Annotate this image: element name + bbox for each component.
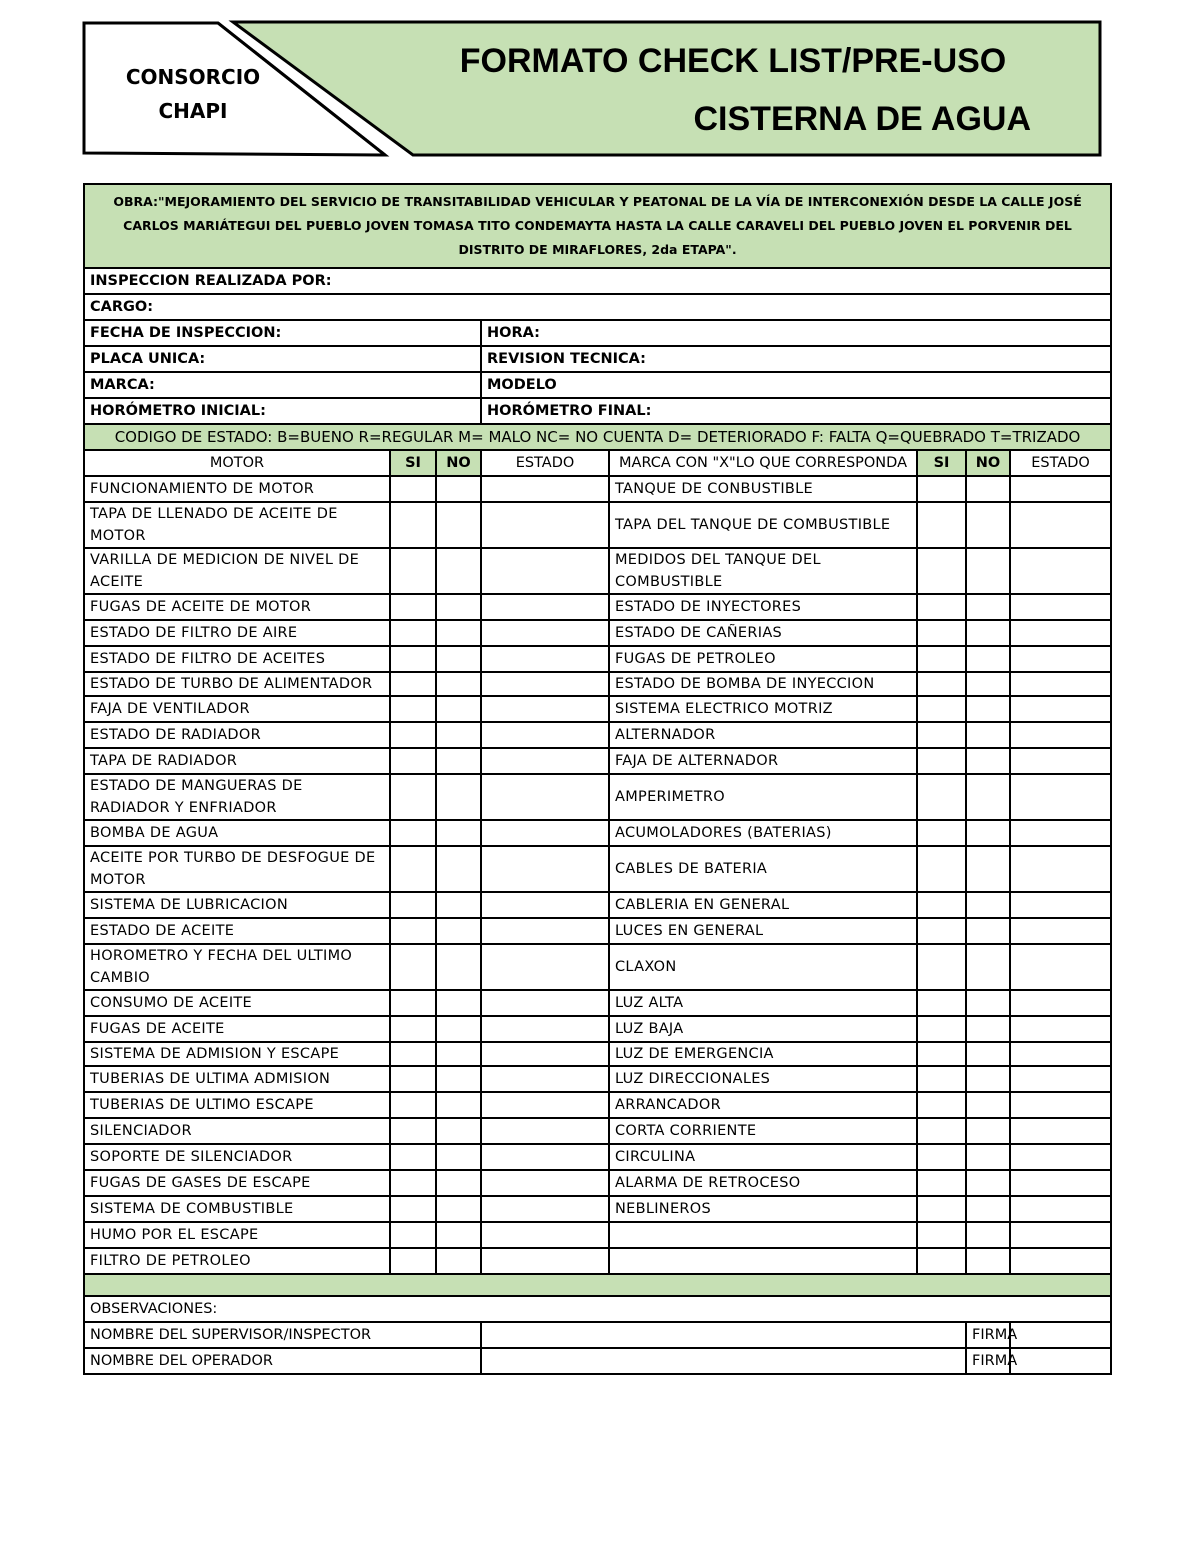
col-si-left: SI: [390, 450, 436, 476]
checkbox-si-right[interactable]: [917, 990, 966, 1016]
table-row: [84, 594, 1111, 620]
operador-name-field[interactable]: [481, 1348, 966, 1374]
checkbox-si-left[interactable]: [390, 846, 436, 892]
checkbox-si-right[interactable]: [917, 748, 966, 774]
field-modelo[interactable]: MODELO: [481, 372, 1111, 398]
col-motor: MOTOR: [84, 450, 390, 476]
checklist-item-right: ALARMA DE RETROCESO: [609, 1170, 917, 1196]
estado-left-field[interactable]: [481, 476, 609, 502]
checklist-item-right: AMPERIMETRO: [609, 774, 917, 820]
checkbox-no-right[interactable]: [966, 1118, 1010, 1144]
estado-left-field[interactable]: [481, 1248, 609, 1274]
estado-right-field[interactable]: [1010, 918, 1111, 944]
checklist-item-motor: FUGAS DE ACEITE DE MOTOR: [84, 594, 390, 620]
checkbox-si-right[interactable]: [917, 594, 966, 620]
checkbox-si-left[interactable]: [390, 696, 436, 722]
checkbox-si-right[interactable]: [917, 1092, 966, 1118]
checklist-item-motor: TAPA DE RADIADOR: [84, 748, 390, 774]
checklist-item-motor: ESTADO DE FILTRO DE AIRE: [84, 620, 390, 646]
checklist-item-right: LUZ BAJA: [609, 1016, 917, 1042]
table-row: [84, 1066, 1111, 1092]
col-si-right: SI: [917, 450, 966, 476]
estado-left-field[interactable]: [481, 1066, 609, 1092]
checklist-item-right: ESTADO DE BOMBA DE INYECCION: [609, 672, 917, 696]
checkbox-no-right[interactable]: [966, 918, 1010, 944]
col-marca-x: MARCA CON "X"LO QUE CORRESPONDA: [609, 450, 917, 476]
table-row: [84, 1016, 1111, 1042]
checkbox-no-left[interactable]: [436, 820, 481, 846]
checkbox-si-right[interactable]: [917, 918, 966, 944]
checkbox-no-right[interactable]: [966, 646, 1010, 672]
field-fecha[interactable]: FECHA DE INSPECCION:: [84, 320, 481, 346]
operador-firma-label: FIRMA: [966, 1348, 1010, 1374]
checkbox-si-left[interactable]: [390, 1222, 436, 1248]
checkbox-no-right[interactable]: [966, 944, 1010, 990]
field-horometro-final[interactable]: HORÓMETRO FINAL:: [481, 398, 1111, 424]
table-row: [84, 892, 1111, 918]
estado-left-field[interactable]: [481, 1170, 609, 1196]
checklist-item-right: ACUMOLADORES (BATERIAS): [609, 820, 917, 846]
checkbox-no-left[interactable]: [436, 1170, 481, 1196]
checklist-item-right: [609, 1222, 917, 1248]
checklist-item-right: MEDIDOS DEL TANQUE DEL COMBUSTIBLE: [609, 548, 917, 594]
checkbox-no-right[interactable]: [966, 1248, 1010, 1274]
document-header: [83, 22, 1101, 156]
estado-right-field[interactable]: [1010, 646, 1111, 672]
checkbox-si-right[interactable]: [917, 502, 966, 548]
estado-right-field[interactable]: [1010, 1092, 1111, 1118]
form-subtitle: CISTERNA DE AGUA: [693, 100, 1031, 138]
estado-left-field[interactable]: [481, 1092, 609, 1118]
checkbox-si-left[interactable]: [390, 502, 436, 548]
table-row: [84, 620, 1111, 646]
estado-left-field[interactable]: [481, 594, 609, 620]
checkbox-si-right[interactable]: [917, 892, 966, 918]
checkbox-no-right[interactable]: [966, 1196, 1010, 1222]
estado-right-field[interactable]: [1010, 820, 1111, 846]
estado-right-field[interactable]: [1010, 1248, 1111, 1274]
estado-right-field[interactable]: [1010, 722, 1111, 748]
field-cargo[interactable]: CARGO:: [84, 294, 1111, 320]
checkbox-no-right[interactable]: [966, 820, 1010, 846]
checklist-item-right: CLAXON: [609, 944, 917, 990]
estado-right-field[interactable]: [1010, 502, 1111, 548]
field-revision[interactable]: REVISION TECNICA:: [481, 346, 1111, 372]
checklist-item-right: LUCES EN GENERAL: [609, 918, 917, 944]
checklist-item-right: ALTERNADOR: [609, 722, 917, 748]
checkbox-si-right[interactable]: [917, 722, 966, 748]
checklist-item-motor: FILTRO DE PETROLEO: [84, 1248, 390, 1274]
supervisor-firma-label: FIRMA: [966, 1322, 1010, 1348]
checkbox-no-left[interactable]: [436, 892, 481, 918]
estado-right-field[interactable]: [1010, 594, 1111, 620]
checkbox-si-left[interactable]: [390, 1092, 436, 1118]
table-row: [84, 722, 1111, 748]
supervisor-label: NOMBRE DEL SUPERVISOR/INSPECTOR: [84, 1322, 481, 1348]
checkbox-si-right[interactable]: [917, 820, 966, 846]
company-name-line2: CHAPI: [158, 99, 228, 123]
checkbox-no-right[interactable]: [966, 476, 1010, 502]
checklist-item-motor: TAPA DE LLENADO DE ACEITE DE MOTOR: [84, 502, 390, 548]
checkbox-no-left[interactable]: [436, 1196, 481, 1222]
checklist-item-motor: ESTADO DE RADIADOR: [84, 722, 390, 748]
checklist-item-motor: BOMBA DE AGUA: [84, 820, 390, 846]
estado-left-field[interactable]: [481, 820, 609, 846]
checkbox-no-right[interactable]: [966, 1222, 1010, 1248]
estado-right-field[interactable]: [1010, 774, 1111, 820]
checkbox-si-left[interactable]: [390, 918, 436, 944]
checkbox-si-right[interactable]: [917, 774, 966, 820]
checkbox-si-right[interactable]: [917, 620, 966, 646]
field-inspeccion[interactable]: INSPECCION REALIZADA POR:: [84, 268, 1111, 294]
checkbox-si-left[interactable]: [390, 774, 436, 820]
checkbox-si-right[interactable]: [917, 696, 966, 722]
checklist-item-motor: HOROMETRO Y FECHA DEL ULTIMO CAMBIO: [84, 944, 390, 990]
checkbox-si-right[interactable]: [917, 846, 966, 892]
checkbox-si-left[interactable]: [390, 1066, 436, 1092]
table-row: [84, 1222, 1111, 1248]
checklist-item-motor: FAJA DE VENTILADOR: [84, 696, 390, 722]
checkbox-no-left[interactable]: [436, 774, 481, 820]
checkbox-si-left[interactable]: [390, 672, 436, 696]
checklist-form: [83, 183, 1112, 1375]
checklist-item-motor: TUBERIAS DE ULTIMO ESCAPE: [84, 1092, 390, 1118]
estado-right-field[interactable]: [1010, 548, 1111, 594]
checkbox-si-left[interactable]: [390, 820, 436, 846]
checkbox-no-right[interactable]: [966, 1016, 1010, 1042]
checkbox-no-right[interactable]: [966, 548, 1010, 594]
observaciones-field[interactable]: OBSERVACIONES:: [84, 1296, 1111, 1322]
estado-left-field[interactable]: [481, 1222, 609, 1248]
company-logo-text: [83, 60, 303, 128]
checkbox-no-left[interactable]: [436, 672, 481, 696]
estado-left-field[interactable]: [481, 696, 609, 722]
checklist-item-right: ARRANCADOR: [609, 1092, 917, 1118]
estado-right-field[interactable]: [1010, 1016, 1111, 1042]
checklist-item-motor: SISTEMA DE COMBUSTIBLE: [84, 1196, 390, 1222]
checkbox-no-right[interactable]: [966, 1092, 1010, 1118]
table-row: [84, 944, 1111, 990]
checkbox-no-left[interactable]: [436, 1248, 481, 1274]
table-row: [84, 476, 1111, 502]
estado-left-field[interactable]: [481, 918, 609, 944]
checkbox-no-left[interactable]: [436, 1118, 481, 1144]
checkbox-si-right[interactable]: [917, 646, 966, 672]
supervisor-name-field[interactable]: [481, 1322, 966, 1348]
checkbox-no-right[interactable]: [966, 696, 1010, 722]
checkbox-si-left[interactable]: [390, 1170, 436, 1196]
checkbox-no-left[interactable]: [436, 1222, 481, 1248]
supervisor-firma-field[interactable]: [1010, 1322, 1111, 1348]
table-row: [84, 502, 1111, 548]
checkbox-no-right[interactable]: [966, 892, 1010, 918]
table-row: [84, 748, 1111, 774]
checkbox-si-left[interactable]: [390, 1196, 436, 1222]
checklist-item-motor: SISTEMA DE ADMISION Y ESCAPE: [84, 1042, 390, 1066]
checkbox-no-right[interactable]: [966, 502, 1010, 548]
checkbox-si-right[interactable]: [917, 476, 966, 502]
checklist-item-right: TANQUE DE CONBUSTIBLE: [609, 476, 917, 502]
estado-left-field[interactable]: [481, 846, 609, 892]
table-row: [84, 1170, 1111, 1196]
form-title: FORMATO CHECK LIST/PRE-USO: [459, 42, 1007, 80]
estado-left-field[interactable]: [481, 1196, 609, 1222]
table-row: [84, 1144, 1111, 1170]
estado-left-field[interactable]: [481, 620, 609, 646]
estado-right-field[interactable]: [1010, 1170, 1111, 1196]
estado-right-field[interactable]: [1010, 748, 1111, 774]
estado-left-field[interactable]: [481, 672, 609, 696]
estado-right-field[interactable]: [1010, 990, 1111, 1016]
estado-right-field[interactable]: [1010, 1042, 1111, 1066]
checklist-item-right: LUZ ALTA: [609, 990, 917, 1016]
field-marca[interactable]: MARCA:: [84, 372, 481, 398]
estado-left-field[interactable]: [481, 944, 609, 990]
checklist-item-right: CABLERIA EN GENERAL: [609, 892, 917, 918]
estado-right-field[interactable]: [1010, 1066, 1111, 1092]
operador-firma-field[interactable]: [1010, 1348, 1111, 1374]
checkbox-si-right[interactable]: [917, 548, 966, 594]
checkbox-no-right[interactable]: [966, 774, 1010, 820]
field-hora[interactable]: HORA:: [481, 320, 1111, 346]
checkbox-si-left[interactable]: [390, 476, 436, 502]
checkbox-no-left[interactable]: [436, 502, 481, 548]
estado-right-field[interactable]: [1010, 1144, 1111, 1170]
checklist-item-right: LUZ DIRECCIONALES: [609, 1066, 917, 1092]
checkbox-no-left[interactable]: [436, 1016, 481, 1042]
estado-right-field[interactable]: [1010, 620, 1111, 646]
col-estado-left: ESTADO: [481, 450, 609, 476]
table-row: [84, 1118, 1111, 1144]
company-name-line1: CONSORCIO: [125, 65, 261, 89]
field-placa[interactable]: PLACA UNICA:: [84, 346, 481, 372]
checklist-item-right: CIRCULINA: [609, 1144, 917, 1170]
checklist-item-motor: ESTADO DE TURBO DE ALIMENTADOR: [84, 672, 390, 696]
checklist-item-motor: ESTADO DE FILTRO DE ACEITES: [84, 646, 390, 672]
checkbox-si-right[interactable]: [917, 944, 966, 990]
checkbox-no-left[interactable]: [436, 944, 481, 990]
table-row: [84, 1248, 1111, 1274]
checklist-item-right: LUZ DE EMERGENCIA: [609, 1042, 917, 1066]
checkbox-si-right[interactable]: [917, 1144, 966, 1170]
checkbox-no-right[interactable]: [966, 1042, 1010, 1066]
checkbox-no-right[interactable]: [966, 722, 1010, 748]
checklist-item-right: ESTADO DE CAÑERIAS: [609, 620, 917, 646]
checklist-item-right: CABLES DE BATERIA: [609, 846, 917, 892]
col-estado-right: ESTADO: [1010, 450, 1111, 476]
checklist-item-motor: SISTEMA DE LUBRICACION: [84, 892, 390, 918]
estado-right-field[interactable]: [1010, 1118, 1111, 1144]
checkbox-no-left[interactable]: [436, 748, 481, 774]
checkbox-si-left[interactable]: [390, 1042, 436, 1066]
checkbox-no-left[interactable]: [436, 1066, 481, 1092]
checkbox-si-left[interactable]: [390, 892, 436, 918]
checkbox-si-left[interactable]: [390, 722, 436, 748]
checklist-item-motor: FUNCIONAMIENTO DE MOTOR: [84, 476, 390, 502]
checkbox-no-right[interactable]: [966, 672, 1010, 696]
checkbox-si-right[interactable]: [917, 1118, 966, 1144]
estado-left-field[interactable]: [481, 748, 609, 774]
checklist-item-right: [609, 1248, 917, 1274]
checkbox-no-left[interactable]: [436, 722, 481, 748]
checklist-item-motor: SILENCIADOR: [84, 1118, 390, 1144]
checkbox-no-left[interactable]: [436, 646, 481, 672]
checklist-item-motor: ESTADO DE MANGUERAS DE RADIADOR Y ENFRIADOR: [84, 774, 390, 820]
estado-left-field[interactable]: [481, 722, 609, 748]
checkbox-si-left[interactable]: [390, 594, 436, 620]
checkbox-no-left[interactable]: [436, 918, 481, 944]
estado-right-field[interactable]: [1010, 696, 1111, 722]
obra-description: OBRA:"MEJORAMIENTO DEL SERVICIO DE TRANSITABILIDAD VEHICULAR Y PEATONAL DE LA VÍA DE INTERCONEXIÓN DESDE LA CALLE JOSÉ CARLOS MARIÁTEGUI DEL PUEBLO JOVEN TOMASA TITO CONDEMAYTA HASTA LA CALLE CARAVELI DEL PUEBLO JOVEN EL PORVENIR DEL DISTRITO DE MIRAFLORES, 2da ETAPA".: [84, 184, 1111, 268]
estado-right-field[interactable]: [1010, 1196, 1111, 1222]
estado-right-field[interactable]: [1010, 672, 1111, 696]
estado-left-field[interactable]: [481, 774, 609, 820]
table-row: [84, 990, 1111, 1016]
checkbox-no-right[interactable]: [966, 748, 1010, 774]
col-no-left: NO: [436, 450, 481, 476]
estado-left-field[interactable]: [481, 1118, 609, 1144]
estado-left-field[interactable]: [481, 548, 609, 594]
checkbox-si-left[interactable]: [390, 1144, 436, 1170]
checkbox-si-right[interactable]: [917, 1042, 966, 1066]
table-row: [84, 774, 1111, 820]
checkbox-si-right[interactable]: [917, 1222, 966, 1248]
checklist-item-motor: VARILLA DE MEDICION DE NIVEL DE ACEITE: [84, 548, 390, 594]
checkbox-si-right[interactable]: [917, 672, 966, 696]
checkbox-no-left[interactable]: [436, 990, 481, 1016]
checklist-item-right: CORTA CORRIENTE: [609, 1118, 917, 1144]
checkbox-si-left[interactable]: [390, 1248, 436, 1274]
table-row: [84, 918, 1111, 944]
codigo-estado: CODIGO DE ESTADO: B=BUENO R=REGULAR M= MALO NC= NO CUENTA D= DETERIORADO F: FALTA Q=QUEBRADO T=TRIZADO: [84, 424, 1111, 450]
checkbox-si-right[interactable]: [917, 1066, 966, 1092]
checklist-item-motor: SOPORTE DE SILENCIADOR: [84, 1144, 390, 1170]
checkbox-no-left[interactable]: [436, 548, 481, 594]
table-row: [84, 1196, 1111, 1222]
col-no-right: NO: [966, 450, 1010, 476]
field-horometro-inicial[interactable]: HORÓMETRO INICIAL:: [84, 398, 481, 424]
checkbox-no-left[interactable]: [436, 846, 481, 892]
estado-left-field[interactable]: [481, 502, 609, 548]
checklist-item-motor: TUBERIAS DE ULTIMA ADMISION: [84, 1066, 390, 1092]
checkbox-si-left[interactable]: [390, 1016, 436, 1042]
estado-left-field[interactable]: [481, 646, 609, 672]
checkbox-si-left[interactable]: [390, 748, 436, 774]
checkbox-si-right[interactable]: [917, 1170, 966, 1196]
checkbox-no-left[interactable]: [436, 620, 481, 646]
checkbox-si-right[interactable]: [917, 1248, 966, 1274]
checklist-item-right: SISTEMA ELECTRICO MOTRIZ: [609, 696, 917, 722]
table-row: [84, 548, 1111, 594]
checkbox-no-right[interactable]: [966, 620, 1010, 646]
table-row: [84, 1042, 1111, 1066]
table-row: [84, 1092, 1111, 1118]
estado-left-field[interactable]: [481, 990, 609, 1016]
checkbox-no-left[interactable]: [436, 594, 481, 620]
estado-right-field[interactable]: [1010, 892, 1111, 918]
checklist-item-right: TAPA DEL TANQUE DE COMBUSTIBLE: [609, 502, 917, 548]
checklist-item-motor: FUGAS DE ACEITE: [84, 1016, 390, 1042]
checklist-item-motor: FUGAS DE GASES DE ESCAPE: [84, 1170, 390, 1196]
estado-right-field[interactable]: [1010, 944, 1111, 990]
estado-right-field[interactable]: [1010, 1222, 1111, 1248]
estado-left-field[interactable]: [481, 892, 609, 918]
checkbox-si-right[interactable]: [917, 1016, 966, 1042]
checkbox-si-left[interactable]: [390, 646, 436, 672]
estado-right-field[interactable]: [1010, 846, 1111, 892]
checklist-item-right: NEBLINEROS: [609, 1196, 917, 1222]
checkbox-si-left[interactable]: [390, 1118, 436, 1144]
checkbox-si-left[interactable]: [390, 944, 436, 990]
checklist-item-right: ESTADO DE INYECTORES: [609, 594, 917, 620]
operador-label: NOMBRE DEL OPERADOR: [84, 1348, 481, 1374]
checkbox-si-left[interactable]: [390, 990, 436, 1016]
table-row: [84, 646, 1111, 672]
checklist-item-motor: HUMO POR EL ESCAPE: [84, 1222, 390, 1248]
checkbox-si-left[interactable]: [390, 548, 436, 594]
estado-left-field[interactable]: [481, 1042, 609, 1066]
checkbox-no-left[interactable]: [436, 1092, 481, 1118]
table-row: [84, 696, 1111, 722]
checklist-header-row: [84, 450, 1111, 476]
checkbox-no-left[interactable]: [436, 476, 481, 502]
checkbox-no-right[interactable]: [966, 1066, 1010, 1092]
checkbox-no-left[interactable]: [436, 696, 481, 722]
checklist-item-right: FAJA DE ALTERNADOR: [609, 748, 917, 774]
checkbox-no-right[interactable]: [966, 846, 1010, 892]
table-row: [84, 672, 1111, 696]
checkbox-no-right[interactable]: [966, 1144, 1010, 1170]
checklist-item-motor: CONSUMO DE ACEITE: [84, 990, 390, 1016]
checkbox-no-left[interactable]: [436, 1042, 481, 1066]
table-row: [84, 820, 1111, 846]
table-row: [84, 846, 1111, 892]
checkbox-no-right[interactable]: [966, 990, 1010, 1016]
checklist-rows: [84, 476, 1111, 1274]
estado-right-field[interactable]: [1010, 476, 1111, 502]
checklist-item-motor: ESTADO DE ACEITE: [84, 918, 390, 944]
estado-left-field[interactable]: [481, 1144, 609, 1170]
checkbox-no-left[interactable]: [436, 1144, 481, 1170]
estado-left-field[interactable]: [481, 1016, 609, 1042]
checkbox-no-right[interactable]: [966, 1170, 1010, 1196]
separator-band: [84, 1274, 1111, 1296]
checkbox-no-right[interactable]: [966, 594, 1010, 620]
checklist-item-right: FUGAS DE PETROLEO: [609, 646, 917, 672]
checkbox-si-right[interactable]: [917, 1196, 966, 1222]
checklist-item-motor: ACEITE POR TURBO DE DESFOGUE DE MOTOR: [84, 846, 390, 892]
checkbox-si-left[interactable]: [390, 620, 436, 646]
